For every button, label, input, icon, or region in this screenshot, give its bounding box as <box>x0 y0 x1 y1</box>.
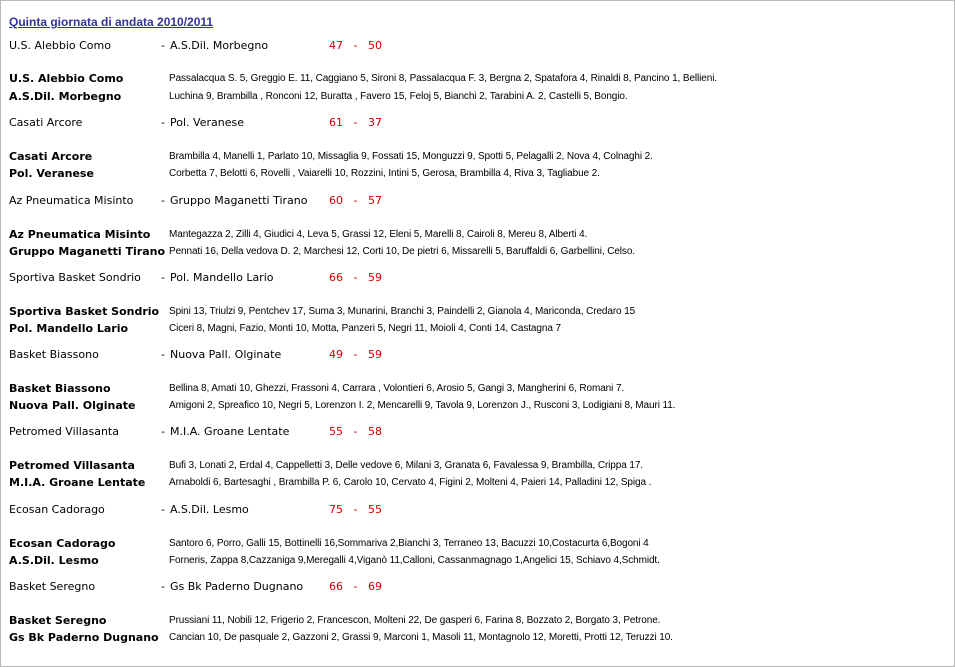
away-team: A.S.Dil. Lesmo <box>170 503 249 516</box>
home-team-name: Casati Arcore <box>9 150 93 163</box>
away-team: M.I.A. Groane Lentate <box>170 425 290 438</box>
away-players: Pennati 16, Della vedova D. 2, Marchesi 12, Corti 10, De pietri 6, Missarelli 5, Baruffaldi 6, Garbellini, Celso. <box>169 246 635 257</box>
score: 60 - 57 <box>329 194 382 207</box>
separator: - <box>161 39 165 52</box>
home-team-name: Sportiva Basket Sondrio <box>9 305 160 318</box>
score: 61 - 37 <box>329 116 382 129</box>
home-team-name: U.S. Alebbio Como <box>9 72 124 85</box>
away-players: Amigoni 2, Spreafico 10, Negri 5, Lorenzon I. 2, Mencarelli 9, Tavola 9, Lorenzon J., Rusconi 3, Lodigiani 8, Mauri 11. <box>169 400 676 411</box>
away-team-name: Gs Bk Paderno Dugnano <box>9 631 159 644</box>
home-players: Brambilla 4, Manelli 1, Parlato 10, Missaglia 9, Fossati 15, Monguzzi 9, Spotti 5, Pelagalli 2, Nova 4, Colnaghi 2. <box>169 151 653 162</box>
home-players: Bufi 3, Lonati 2, Erdal 4, Cappelletti 3, Delle vedove 6, Milani 3, Granata 6, Favalessa 9, Brambilla, Crippa 17. <box>169 460 643 471</box>
home-players: Prussiani 11, Nobili 12, Frigerio 2, Francescon, Molteni 22, De gasperi 6, Farina 8, Bozzato 2, Borgato 3, Petrone. <box>169 615 661 626</box>
away-players: Forneris, Zappa 8,Cazzaniga 9,Meregalli 4,Viganò 11,Calloni, Cassanmagnago 1,Angelici 15, Schiavo 4,Schmidt. <box>169 555 660 566</box>
score: 75 - 55 <box>329 503 382 516</box>
away-score: 69 <box>367 580 382 593</box>
away-team-name: Nuova Pall. Olginate <box>9 399 136 412</box>
score: 55 - 58 <box>329 425 382 438</box>
away-players: Ciceri 8, Magni, Fazio, Monti 10, Motta, Panzeri 5, Negri 11, Moioli 4, Conti 14, Castagna 7 <box>169 323 561 334</box>
home-players: Santoro 6, Porro, Galli 15, Bottinelli 16,Sommariva 2,Bianchi 3, Terraneo 13, Bacuzzi 10,Costacurta 6,Bogoni 4 <box>169 538 649 549</box>
home-team: Basket Seregno <box>9 580 96 593</box>
home-team: Petromed Villasanta <box>9 425 119 438</box>
away-team: Gs Bk Paderno Dugnano <box>170 580 304 593</box>
home-score: 61 <box>329 116 343 129</box>
home-score: 66 <box>329 580 343 593</box>
home-score: 66 <box>329 271 343 284</box>
home-players: Bellina 8, Amati 10, Ghezzi, Frassoni 4, Carrara , Volontieri 6, Arosio 5, Gangi 3, Mangherini 6, Romani 7. <box>169 383 625 394</box>
away-team-name: Gruppo Maganetti Tirano <box>9 245 166 258</box>
home-team-name: Basket Seregno <box>9 614 107 627</box>
away-score: 37 <box>367 116 382 129</box>
away-team-name: Pol. Veranese <box>9 167 94 180</box>
away-team: Pol. Veranese <box>170 116 244 129</box>
score: 66 - 59 <box>329 271 382 284</box>
away-team: Gruppo Maganetti Tirano <box>170 194 308 207</box>
home-team-name: Petromed Villasanta <box>9 459 135 472</box>
home-score: 49 <box>329 348 343 361</box>
separator: - <box>161 194 165 207</box>
home-score: 55 <box>329 425 343 438</box>
home-team-name: Basket Biassono <box>9 382 111 395</box>
home-team: Sportiva Basket Sondrio <box>9 271 141 284</box>
page-title: Quinta giornata di andata 2010/2011 <box>9 15 214 29</box>
away-players: Luchina 9, Brambilla , Ronconi 12, Buratta , Favero 15, Feloj 5, Bianchi 2, Tarabini A. 2, Castelli 5, Bongio. <box>169 91 628 102</box>
home-team: Ecosan Cadorago <box>9 503 105 516</box>
home-team-name: Az Pneumatica Misinto <box>9 228 151 241</box>
separator: - <box>161 116 165 129</box>
away-score: 58 <box>367 425 382 438</box>
separator: - <box>161 425 165 438</box>
score: 47 - 50 <box>329 39 382 52</box>
separator: - <box>161 348 165 361</box>
home-team: Casati Arcore <box>9 116 83 129</box>
home-score: 60 <box>329 194 343 207</box>
home-score: 75 <box>329 503 343 516</box>
separator: - <box>161 271 165 284</box>
home-team: U.S. Alebbio Como <box>9 39 111 52</box>
away-team-name: A.S.Dil. Lesmo <box>9 554 99 567</box>
score: 66 - 69 <box>329 580 382 593</box>
home-team-name: Ecosan Cadorago <box>9 537 116 550</box>
home-players: Mantegazza 2, Zilli 4, Giudici 4, Leva 5, Grassi 12, Eleni 5, Marelli 8, Cairoli 8, Mereu 8, Alberti 4. <box>169 229 588 240</box>
score: 49 - 59 <box>329 348 382 361</box>
away-score: 55 <box>367 503 382 516</box>
away-score: 50 <box>367 39 382 52</box>
home-team: Basket Biassono <box>9 348 99 361</box>
away-score: 59 <box>367 271 382 284</box>
away-players: Corbetta 7, Belotti 6, Rovelli , Vaiarelli 10, Rozzini, Intini 5, Gerosa, Brambilla 4, Riva 3, Tagliabue 2. <box>169 168 600 179</box>
separator: - <box>161 503 165 516</box>
away-players: Cancian 10, De pasquale 2, Gazzoni 2, Grassi 9, Marconi 1, Masoli 11, Montagnolo 12, Moretti, Protti 12, Teruzzi 10. <box>169 632 673 643</box>
away-team-name: M.I.A. Groane Lentate <box>9 476 146 489</box>
away-team: A.S.Dil. Morbegno <box>170 39 269 52</box>
separator: - <box>161 580 165 593</box>
away-team: Nuova Pall. Olginate <box>170 348 282 361</box>
away-team-name: Pol. Mandello Lario <box>9 322 129 335</box>
away-team-name: A.S.Dil. Morbegno <box>9 90 122 103</box>
home-players: Passalacqua S. 5, Greggio E. 11, Caggiano 5, Sironi 8, Passalacqua F. 3, Bergna 2, Spatafora 4, Rinaldi 8, Pancino 1, Bellieni. <box>169 73 718 84</box>
away-team: Pol. Mandello Lario <box>170 271 274 284</box>
home-players: Spini 13, Triulzi 9, Pentchev 17, Suma 3, Munarini, Branchi 3, Paindelli 2, Gianola 4, Mariconda, Credaro 15 <box>169 306 636 317</box>
away-players: Arnaboldi 6, Bartesaghi , Brambilla P. 6, Carolo 10, Cervato 4, Figini 2, Molteni 4, Paieri 14, Palladini 12, Spiga . <box>169 477 652 488</box>
away-score: 59 <box>367 348 382 361</box>
home-team: Az Pneumatica Misinto <box>9 194 134 207</box>
home-score: 47 <box>329 39 343 52</box>
away-score: 57 <box>367 194 382 207</box>
